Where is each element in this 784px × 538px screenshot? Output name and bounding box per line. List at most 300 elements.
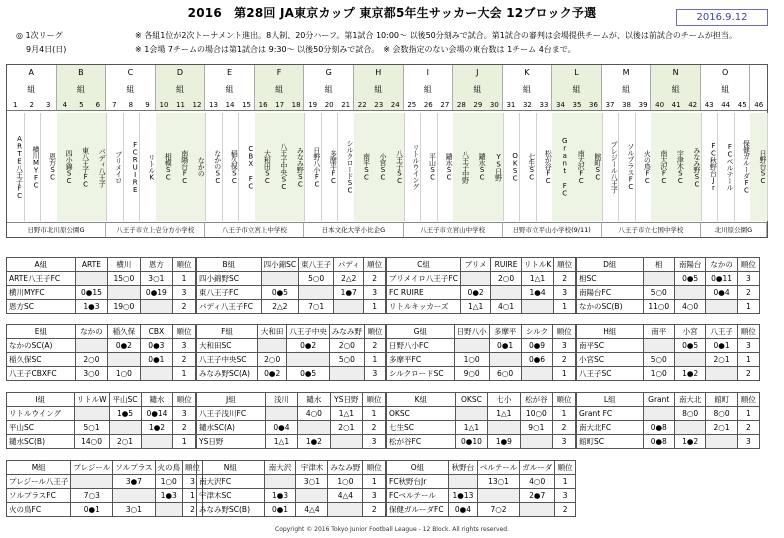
score-cell: 0●1 [71, 503, 113, 517]
score-cell: 0●11 [706, 272, 737, 286]
score-cell: 0●2 [287, 339, 330, 353]
bracket-slot-number: 23 [374, 101, 384, 109]
score-cell [140, 300, 172, 314]
score-cell: 8○0 [706, 407, 737, 421]
table-row [197, 300, 386, 314]
bracket-axis-line [7, 110, 767, 111]
bracket-team-name: FCRUIRE [123, 113, 141, 221]
group-name: N組 [197, 461, 265, 475]
score-cell [520, 435, 552, 449]
bracket-slot-number: 34 [556, 101, 565, 109]
rank-cell: 3 [173, 407, 196, 421]
column-header: 恩方 [140, 258, 172, 272]
score-cell: 3○0 [75, 367, 107, 381]
matchday-label: 9月4日(日) [26, 45, 67, 54]
column-header: Grant [643, 393, 674, 407]
column-header: リトルW [74, 393, 109, 407]
team-cell: Grant FC [577, 407, 644, 421]
bracket-team-name: 日野台SC [750, 113, 768, 221]
team-cell: 鑓水SC(B) [7, 435, 75, 449]
bracket-slot-number: 32 [522, 101, 532, 109]
score-cell: 0●2 [460, 286, 490, 300]
team-cell: 館町SC [577, 435, 644, 449]
column-header: 順位 [173, 258, 196, 272]
rank-cell: 3 [737, 272, 759, 286]
team-cell: シルクロードSC [387, 367, 455, 381]
team-cell: なかのSC(B) [577, 300, 644, 314]
score-cell [141, 435, 173, 449]
score-cell [489, 353, 521, 367]
score-cell: 11○0 [643, 300, 674, 314]
table-row [197, 489, 386, 503]
score-cell: 0●2 [108, 339, 140, 353]
rank-cell: 2 [363, 503, 386, 517]
score-cell [75, 339, 107, 353]
bracket-slot-number: 9 [145, 101, 150, 109]
score-cell: 0●14 [141, 407, 173, 421]
table-row [197, 367, 386, 381]
rank-cell: 1 [553, 407, 576, 421]
table-row [387, 475, 576, 489]
score-cell [140, 367, 172, 381]
team-cell: 南平SC [577, 339, 644, 353]
bracket-team-name: 南陽台FC [172, 113, 190, 221]
column-header: なかの [75, 325, 107, 339]
score-cell: 5○0 [643, 286, 674, 300]
bracket-group-letter: L [574, 68, 579, 77]
bracket-slot-number: 31 [506, 101, 516, 109]
score-cell: 9○0 [454, 367, 489, 381]
group-table-14 [196, 460, 386, 517]
column-header: みなみ野 [329, 325, 364, 339]
column-header: 館町 [706, 393, 737, 407]
group-table-13 [6, 460, 203, 517]
team-cell: YS日野 [197, 435, 266, 449]
score-cell: 2○0 [491, 272, 522, 286]
rank-cell: 2 [553, 421, 576, 435]
team-cell: みなみ野SC(A) [197, 367, 258, 381]
score-cell: 0●1 [264, 503, 296, 517]
score-cell: 7○2 [477, 503, 519, 517]
bracket-team-name: シルクロードSC [337, 113, 355, 221]
column-header: 秋野台 [449, 461, 478, 475]
bracket-team-name: 恩方SC [40, 113, 58, 221]
bracket-team-name: 東八王子FC [73, 113, 91, 221]
bracket-group-letter: G [325, 68, 332, 77]
bracket-slot-number: 33 [539, 101, 549, 109]
score-cell [706, 435, 737, 449]
group-name: E組 [7, 325, 76, 339]
bracket-venue: 日本文化大学小比企G [304, 222, 403, 237]
table-row [387, 503, 576, 517]
bracket-slot-number: 16 [258, 101, 268, 109]
bracket-venue: 日野市立平山小学校(9/11) [503, 222, 602, 237]
column-header: 南大沢 [264, 461, 296, 475]
score-cell: 1○0 [108, 367, 140, 381]
group-name: L組 [577, 393, 644, 407]
bracket-team-name: なかのSC [205, 113, 223, 221]
bracket-slot-number: 13 [209, 101, 218, 109]
score-cell [329, 367, 364, 381]
rank-cell: 3 [737, 435, 759, 449]
table-row [387, 353, 576, 367]
group-table-11 [386, 392, 576, 449]
column-header: 南大北 [674, 393, 705, 407]
column-header: 順位 [364, 258, 386, 272]
bracket-team-name: Grant FC [552, 113, 570, 221]
score-cell: 0●2 [257, 367, 286, 381]
score-cell: 4○0 [674, 300, 705, 314]
team-cell: 横川MYFC [7, 286, 76, 300]
bracket-team-name: 八王子SC [387, 113, 405, 221]
bracket-team-name: みなみ野SC [684, 113, 702, 221]
team-cell: ソルプラスFC [7, 489, 71, 503]
column-header: CBX [140, 325, 172, 339]
table-row [7, 503, 203, 517]
rank-cell: 3 [364, 286, 386, 300]
score-cell: 2○0 [75, 353, 107, 367]
bracket-group-letter: D [176, 68, 184, 77]
score-cell: 5○1 [74, 421, 109, 435]
bracket-slot-number: 11 [176, 101, 185, 109]
column-header: 南平 [643, 325, 674, 339]
bracket-slot-number: 29 [473, 101, 483, 109]
column-header: OKSC [455, 393, 487, 407]
bracket-team-name: 四小錦SC [57, 113, 75, 221]
score-cell: 1●2 [674, 435, 705, 449]
bracket-team-name: 七生SC [519, 113, 537, 221]
bracket-team-name: 鑓水SC [437, 113, 455, 221]
score-cell: 2○1 [109, 435, 141, 449]
rank-cell: 3 [554, 286, 576, 300]
team-cell: 八王子中央SC [197, 353, 258, 367]
score-cell: 1●3 [75, 300, 107, 314]
bracket-slot-number: 25 [407, 101, 417, 109]
score-cell: 2○1 [706, 421, 737, 435]
team-cell: 八王子CBXFC [7, 367, 76, 381]
bracket-team-name: CBX FC [238, 113, 256, 221]
score-cell [460, 272, 490, 286]
bracket-team-name: ブリメイロ [106, 113, 124, 221]
score-cell [491, 286, 522, 300]
score-cell: 1△1 [460, 300, 490, 314]
column-header: 順位 [553, 325, 576, 339]
score-cell: 19○0 [108, 300, 140, 314]
score-cell: 7○3 [71, 489, 113, 503]
bracket-slot-number: 36 [589, 101, 598, 109]
bracket-slot-number: 10 [159, 101, 169, 109]
team-cell: 八王子浅川FC [197, 407, 266, 421]
team-cell: 南陽台FC [577, 286, 644, 300]
column-header: 平山SC [109, 393, 141, 407]
bracket-group-suffix: 組 [225, 85, 234, 94]
rank-cell: 2 [737, 367, 759, 381]
bracket-group-letter: M [622, 68, 630, 77]
table-row [197, 339, 386, 353]
team-cell: 松が谷FC [387, 435, 456, 449]
rank-cell: 3 [555, 489, 576, 503]
score-cell: 0●5 [261, 286, 299, 300]
rank-cell: 2 [555, 503, 576, 517]
rank-cell: 2 [364, 272, 386, 286]
score-cell: 4△4 [296, 503, 328, 517]
score-cell: 1●9 [488, 435, 520, 449]
table-row [7, 300, 196, 314]
column-header: プレジール [71, 461, 113, 475]
footer-copyright: Copyright © 2016 Tokyo Junior Football League - 12 Block. All rights reserved. [275, 526, 509, 533]
rank-cell: 1 [173, 367, 196, 381]
bracket-slot-number: 12 [192, 101, 202, 109]
table-row [7, 435, 196, 449]
score-cell [521, 300, 553, 314]
table-row [387, 435, 576, 449]
score-cell: 15○0 [108, 272, 140, 286]
league-label: ◎ 1次リーグ [16, 31, 63, 40]
table-row [577, 286, 760, 300]
bracket-slot-number: 46 [754, 101, 764, 109]
team-cell: FCベルテール [387, 489, 449, 503]
column-header: 順位 [737, 325, 759, 339]
score-cell [643, 339, 674, 353]
bracket-slot-number: 21 [341, 101, 351, 109]
column-header: 順位 [554, 258, 576, 272]
score-cell [155, 503, 183, 517]
bracket-group-letter: J [476, 68, 479, 77]
group-table-5 [6, 324, 196, 381]
score-cell [299, 286, 334, 300]
score-cell [330, 435, 362, 449]
group-table-12 [576, 392, 760, 449]
score-cell: 2△2 [334, 272, 364, 286]
bracket-slot-number: 39 [638, 101, 648, 109]
score-cell: 0●9 [521, 339, 553, 353]
bracket-team-name: 館町SC [585, 113, 603, 221]
bracket-slot-number: 4 [62, 101, 68, 109]
rank-cell: 1 [364, 353, 385, 367]
score-cell: 2○0 [329, 339, 364, 353]
table-row [577, 272, 760, 286]
column-header: 順位 [737, 393, 759, 407]
bracket-slot-number: 3 [46, 101, 51, 109]
score-cell [643, 407, 674, 421]
bracket-team-name: なかの [189, 113, 207, 221]
table-row [387, 272, 576, 286]
score-cell: 0●1 [706, 339, 737, 353]
table-row [387, 367, 576, 381]
table-row [197, 421, 386, 435]
team-cell: プレジール八王子 [7, 475, 71, 489]
score-cell: 3○1 [140, 272, 172, 286]
table-row [197, 407, 386, 421]
team-cell: なかのSC(A) [7, 339, 76, 353]
rank-cell: 1 [173, 272, 196, 286]
column-header: ブリメ [460, 258, 490, 272]
bracket-team-name: 平山SC [420, 113, 438, 221]
column-header: ガルーダ [520, 461, 555, 475]
bracket-slot-number: 20 [324, 101, 334, 109]
score-cell: 0●6 [521, 353, 553, 367]
score-cell [674, 353, 705, 367]
table-row [197, 272, 386, 286]
column-header: 四小錦SC [261, 258, 299, 272]
score-cell: 0●19 [140, 286, 172, 300]
bracket-slot-number: 24 [390, 101, 400, 109]
bracket-team-name: OKSC [503, 113, 521, 221]
column-header: 松が谷 [520, 393, 552, 407]
rank-cell: 2 [364, 339, 385, 353]
bracket-team-name: 多摩平FC [321, 113, 339, 221]
rank-cell: 3 [553, 339, 576, 353]
table-row [7, 272, 196, 286]
score-cell: 0●5 [674, 272, 705, 286]
column-header: パディ [334, 258, 364, 272]
score-cell [454, 339, 489, 353]
column-header: 日野八小 [454, 325, 489, 339]
bracket-group-suffix: 組 [126, 85, 135, 94]
table-row [387, 421, 576, 435]
score-cell [113, 489, 155, 503]
score-cell: 1●2 [298, 435, 330, 449]
table-row [387, 300, 576, 314]
column-header: ベルテール [477, 461, 519, 475]
score-cell: 1●13 [449, 489, 478, 503]
score-cell [296, 489, 328, 503]
team-cell: 南大北FC [577, 421, 644, 435]
team-cell: OKSC [387, 407, 456, 421]
bracket-slot-number: 1 [13, 101, 18, 109]
rank-cell: 2 [363, 421, 386, 435]
score-cell: 0●10 [455, 435, 487, 449]
score-cell: 2△2 [261, 300, 299, 314]
bracket-group-suffix: 組 [671, 85, 680, 94]
column-header: 順位 [173, 393, 196, 407]
bracket-team-name: 鑓水SC [470, 113, 488, 221]
score-cell: 14○0 [74, 435, 109, 449]
score-cell [488, 421, 520, 435]
rank-cell: 2 [737, 421, 759, 435]
score-cell [257, 339, 286, 353]
table-row [7, 475, 203, 489]
team-cell: 鑓水SC(A) [197, 421, 266, 435]
rank-cell: 1 [554, 300, 576, 314]
score-cell: 3○1 [113, 503, 155, 517]
rank-cell: 2 [554, 272, 576, 286]
rank-cell: 1 [555, 475, 576, 489]
team-cell: 恩方SC [7, 300, 76, 314]
team-cell: 稲久保SC [7, 353, 76, 367]
rank-cell: 3 [363, 435, 386, 449]
score-cell: 1●4 [521, 286, 553, 300]
score-cell: 1△1 [330, 407, 362, 421]
score-cell: 0●5 [674, 339, 705, 353]
team-cell: 東八王子FC [197, 286, 262, 300]
team-cell: 七生SC [387, 421, 456, 435]
score-cell: 8○0 [674, 407, 705, 421]
column-header: 順位 [737, 258, 759, 272]
group-table-3 [386, 257, 576, 314]
score-cell [477, 489, 519, 503]
score-cell [674, 286, 705, 300]
column-header: 八王子中央 [287, 325, 330, 339]
bracket-team-name: 松が谷FC [536, 113, 554, 221]
score-cell: 9○1 [520, 421, 552, 435]
column-header: みなみ野 [328, 461, 363, 475]
bracket-team-name: FCベルテール [717, 113, 735, 221]
column-header: ソルプラス [113, 461, 155, 475]
score-cell [108, 286, 140, 300]
bracket-group-suffix: 組 [324, 85, 333, 94]
rank-cell: 1 [737, 353, 759, 367]
column-header: 鑓水 [141, 393, 173, 407]
score-cell: 1●2 [141, 421, 173, 435]
score-cell [75, 272, 107, 286]
score-cell [74, 407, 109, 421]
team-cell: 保健ガルーダFC [387, 503, 449, 517]
column-header: 浅川 [265, 393, 297, 407]
bracket-chart [6, 64, 768, 238]
score-cell: 5○0 [299, 272, 334, 286]
team-cell: FC RUIRE [387, 286, 461, 300]
bracket-slot-number: 2 [29, 101, 34, 109]
score-cell: 0●4 [706, 286, 737, 300]
column-header: 多摩平 [489, 325, 521, 339]
date-badge: 2016.9.12 [676, 9, 768, 26]
bracket-team-name: パディ八王子 [90, 113, 108, 221]
rank-cell: 1 [737, 407, 759, 421]
table-row [577, 367, 760, 381]
score-cell [264, 475, 296, 489]
rank-cell: 3 [363, 489, 386, 503]
column-header: 順位 [363, 461, 386, 475]
bracket-team-name: FC秋野台Jr [701, 113, 719, 221]
bracket-team-name: 南大沢FC [569, 113, 587, 221]
table-row [197, 503, 386, 517]
team-cell: 南大沢FC [197, 475, 265, 489]
column-header: 順位 [364, 325, 385, 339]
bracket-team-name: 横川MYFC [24, 113, 42, 221]
bracket-venue: 八王子市立上壱分方小学校 [106, 222, 205, 237]
column-header: 南陽台 [674, 258, 705, 272]
score-cell: 0●8 [643, 421, 674, 435]
bracket-slot-number: 14 [225, 101, 235, 109]
bracket-slot-number: 28 [456, 101, 466, 109]
rank-cell: 3 [173, 339, 196, 353]
team-cell: 八王子SC [577, 367, 644, 381]
score-cell: 0●3 [140, 339, 172, 353]
bracket-slot-number: 40 [655, 101, 665, 109]
bracket-venue: 八王子市立七国中学校 [602, 222, 701, 237]
column-header: 順位 [363, 393, 386, 407]
bracket-team-name: みなみ野SC [288, 113, 306, 221]
score-cell: 2○0 [257, 353, 286, 367]
bracket-team-name: 稲久保SC [222, 113, 240, 221]
bracket-team-name: リトルウイング [404, 113, 422, 221]
bracket-team-name: 八王子中央SC [271, 113, 289, 221]
bracket-team-name: 宇津木SC [668, 113, 686, 221]
bracket-slot-number: 17 [275, 101, 285, 109]
score-cell [71, 475, 113, 489]
bracket-slot-number: 43 [704, 101, 714, 109]
table-row [7, 367, 196, 381]
score-cell [298, 421, 330, 435]
bracket-slot-number: 6 [95, 101, 101, 109]
rank-cell: 2 [183, 503, 203, 517]
column-header: RUIRE [491, 258, 522, 272]
score-cell [449, 475, 478, 489]
table-row [577, 421, 760, 435]
team-cell: リトルキッカーズ [387, 300, 461, 314]
rank-cell: 1 [363, 475, 386, 489]
